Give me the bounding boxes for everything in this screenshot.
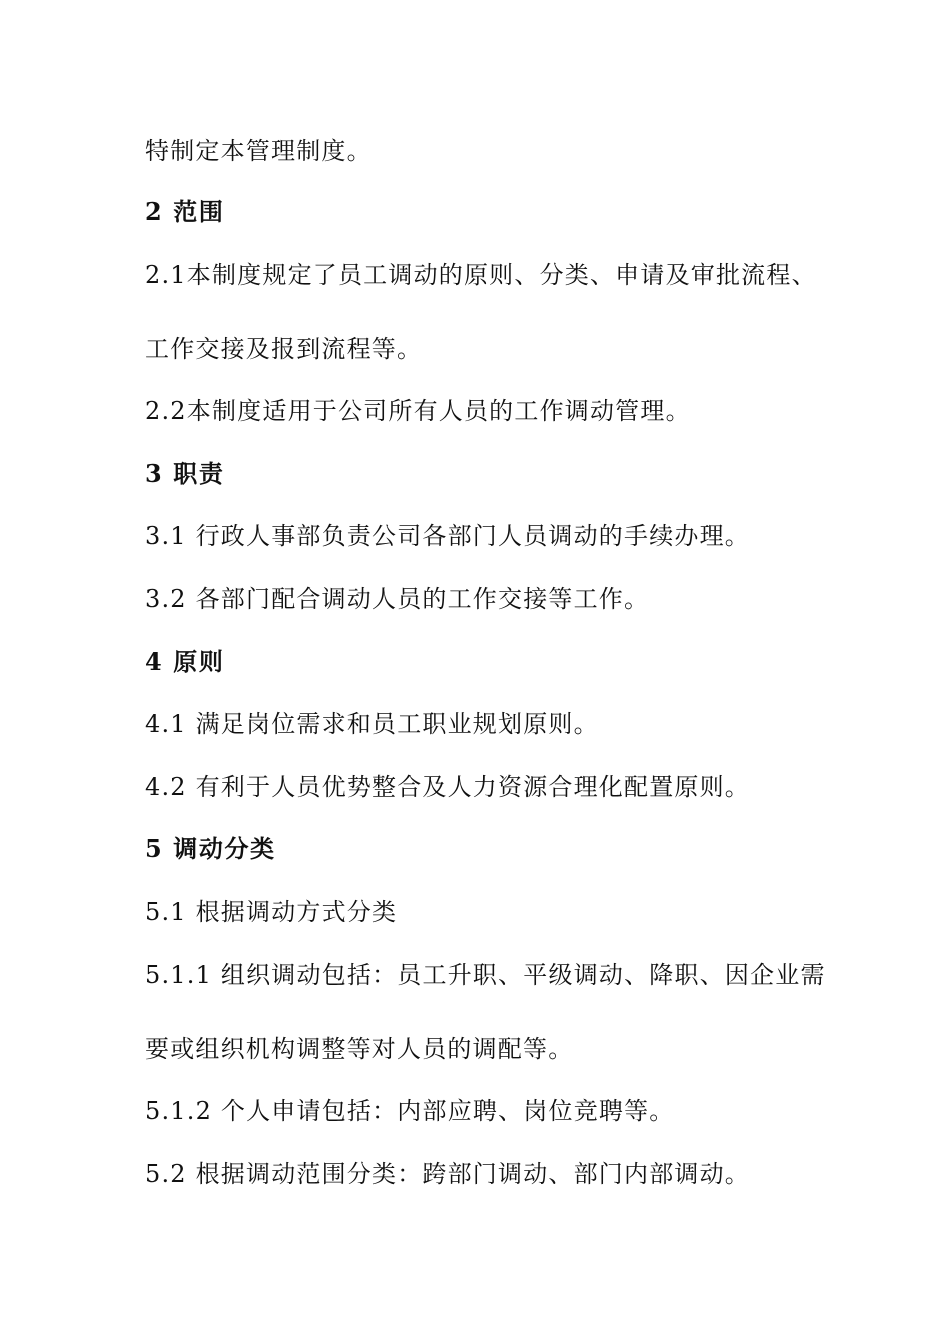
paragraph-3-1: 3.1 行政人事部负责公司各部门人员调动的手续办理。	[145, 522, 750, 550]
paragraph-2-1-line-1: 2.1本制度规定了员工调动的原则、分类、申请及审批流程、	[145, 261, 817, 289]
paragraph-intro-end: 特制定本管理制度。	[145, 137, 372, 165]
paragraph-5-1-1-line-2: 要或组织机构调整等对人员的调配等。	[145, 1035, 574, 1063]
section-heading-transfer-types: 5 调动分类	[145, 834, 276, 863]
paragraph-3-2: 3.2 各部门配合调动人员的工作交接等工作。	[145, 585, 650, 613]
section-heading-scope: 2 范围	[145, 197, 225, 226]
section-heading-principles: 4 原则	[145, 647, 225, 676]
paragraph-2-1-line-2: 工作交接及报到流程等。	[145, 335, 423, 363]
paragraph-4-1: 4.1 满足岗位需求和员工职业规划原则。	[145, 710, 599, 738]
paragraph-5-2: 5.2 根据调动范围分类：跨部门调动、部门内部调动。	[145, 1160, 750, 1188]
paragraph-5-1: 5.1 根据调动方式分类	[145, 898, 398, 926]
paragraph-5-1-2: 5.1.2 个人申请包括：内部应聘、岗位竞聘等。	[145, 1097, 675, 1125]
paragraph-5-1-1-line-1: 5.1.1 组织调动包括：员工升职、平级调动、降职、因企业需	[145, 961, 826, 989]
section-heading-responsibilities: 3 职责	[145, 459, 225, 488]
paragraph-4-2: 4.2 有利于人员优势整合及人力资源合理化配置原则。	[145, 773, 750, 801]
paragraph-2-2: 2.2本制度适用于公司所有人员的工作调动管理。	[145, 397, 691, 425]
